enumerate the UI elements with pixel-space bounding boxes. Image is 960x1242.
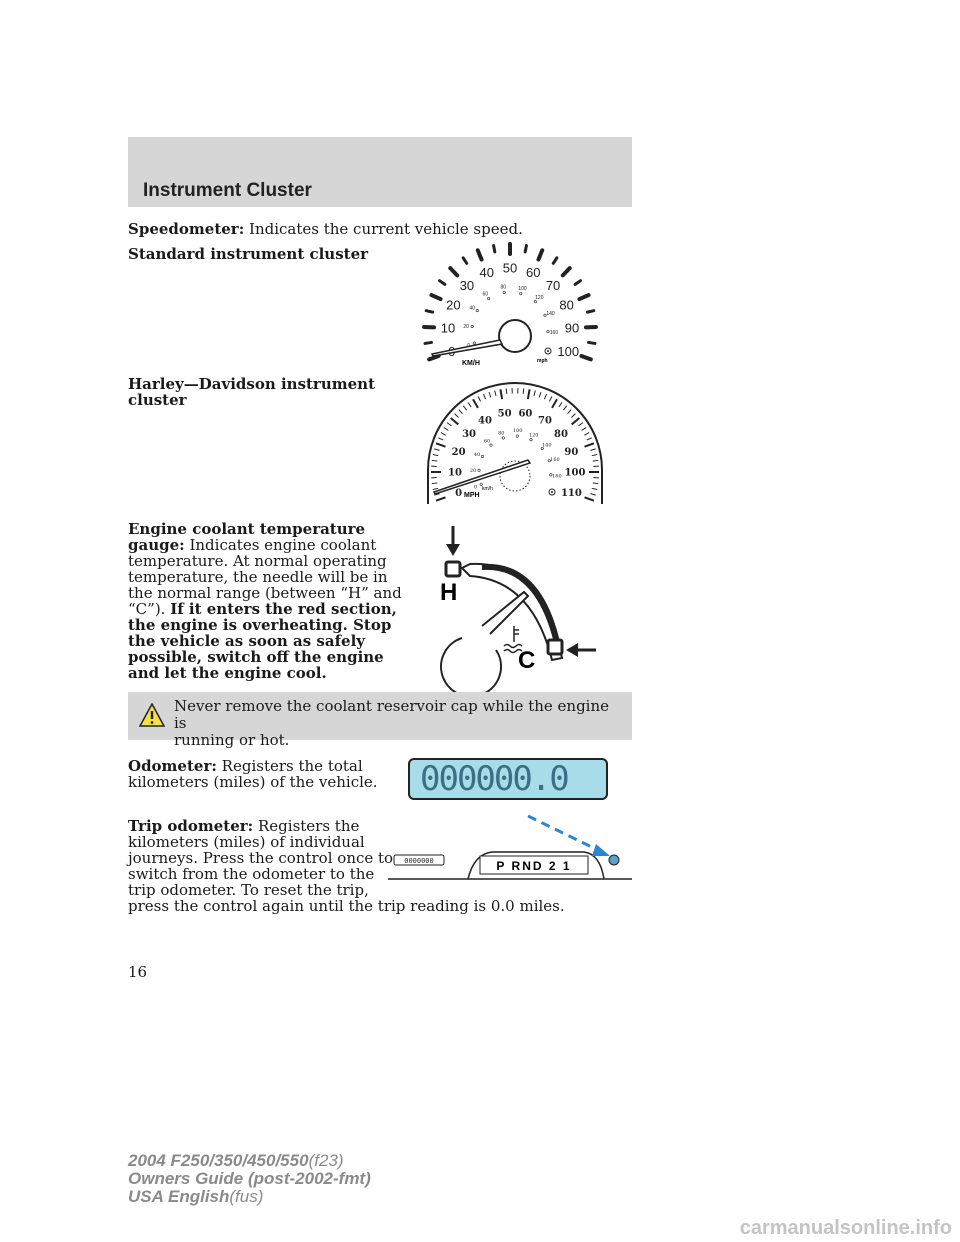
trip-text-6: press the control again until the trip reading is 0.0 miles.	[128, 897, 565, 915]
coolant-bold-2: the vehicle as soon as safely	[128, 632, 365, 650]
small-odometer-digits: 0000000	[404, 857, 434, 865]
warning-triangle-icon	[139, 703, 165, 727]
kmh-tick-label: 20	[463, 323, 469, 330]
trip-odometer-illustration	[388, 812, 632, 890]
coolant-line-5	[128, 601, 397, 617]
kmh-tick-label: 120	[535, 295, 544, 302]
major-tick	[581, 356, 590, 359]
footer-code: (f23)	[308, 1151, 344, 1170]
mph-tick-label: 50	[502, 260, 518, 276]
harley-label-line1: Harley—Davidson instrument	[128, 375, 375, 393]
trip-line1	[128, 818, 359, 834]
needle-hub	[499, 320, 531, 352]
hot-end-marker	[446, 562, 460, 576]
odometer-line1	[128, 758, 363, 774]
warning-line2: running or hot.	[174, 731, 290, 749]
cold-label: C	[518, 647, 536, 674]
kmh-tick-label: 160	[549, 329, 559, 336]
kmh-tick-label: 100	[512, 428, 523, 435]
coolant-bold-1: the engine is overheating. Stop	[128, 616, 392, 634]
major-tick	[450, 268, 457, 275]
mph-tick-label: 10	[440, 320, 456, 336]
mph-unit: mph	[537, 358, 548, 364]
kmh-tick-label: 0	[473, 484, 478, 491]
kmh-tick-label: 140	[541, 442, 552, 449]
kmh-tick-label: 100	[518, 285, 527, 292]
hot-arrow-head	[446, 544, 460, 556]
major-tick	[431, 295, 440, 299]
trip-arrow-line	[528, 816, 602, 852]
kmh-dot	[476, 309, 478, 311]
kmh-dot	[473, 342, 475, 344]
mph-tick-label: 90	[564, 320, 580, 336]
coolant-label-line2: gauge:	[128, 536, 185, 554]
harley-kmh-unit: km/h	[482, 486, 493, 492]
odometer-digits: 000000.0	[420, 759, 568, 799]
minor-tick	[463, 258, 467, 263]
mph-tick-label: 70	[538, 415, 552, 427]
mph-tick-label: 80	[554, 428, 568, 440]
minor-tick	[525, 246, 526, 252]
gauge-hub	[441, 638, 501, 692]
coolant-text-0: Indicates engine coolant	[189, 536, 377, 554]
trip-reset-button	[609, 855, 619, 865]
harley-speedometer-illustration	[420, 380, 610, 506]
harley-label-line2: cluster	[128, 391, 187, 409]
kmh-tick-label: 80	[500, 284, 507, 291]
mph-tick-label: 0	[455, 488, 463, 500]
mph-tick-label: 100	[564, 467, 586, 479]
kmh-dot	[471, 325, 473, 327]
coolant-gauge-illustration	[420, 520, 600, 692]
trip-text-3: journeys. Press the control once to	[128, 849, 394, 867]
trip-text-4: switch from the odometer to the	[128, 865, 375, 883]
major-tick	[563, 268, 570, 275]
minor-tick	[440, 281, 445, 285]
cold-arrow-head	[566, 643, 578, 657]
mph-tick-label: 30	[462, 428, 476, 440]
trip-label: Trip odometer:	[128, 817, 254, 835]
kmh-dot	[487, 297, 489, 299]
trip-arrow-head	[592, 844, 610, 856]
mph-tick-label: 100	[557, 343, 580, 359]
coolant-line-gauge	[128, 537, 376, 553]
warning-line1: Never remove the coolant reservoir cap while the engine is	[174, 697, 609, 732]
major-tick	[579, 295, 588, 299]
coolant-bold-0: If it enters the red section,	[170, 600, 397, 618]
watermark-logo: carmanualsonline.info	[739, 1217, 952, 1239]
trip-text-1: Registers the	[258, 817, 360, 835]
mph-tick-label: 60	[518, 408, 533, 420]
kmh-tick-label: 20	[469, 467, 477, 474]
minor-tick	[553, 258, 557, 263]
footer	[128, 1152, 371, 1206]
kmh-tick-label: 40	[473, 451, 481, 458]
kmh-tick-label: 180	[552, 473, 562, 480]
coolant-text-2: temperature, the needle will be in	[128, 568, 388, 586]
page-title: Instrument Cluster	[143, 180, 312, 201]
coolant-text-3: the normal range (between “H” and	[128, 584, 402, 602]
mph-tick-label: 60	[525, 265, 541, 281]
odometer-display	[408, 758, 608, 800]
kmh-tick-label: 120	[528, 432, 539, 439]
minor-tick	[587, 311, 593, 312]
minor-tick	[494, 246, 495, 252]
minor-tick	[589, 342, 595, 343]
minor-tick	[575, 281, 580, 285]
hot-label: H	[440, 579, 458, 606]
trip-text-2: kilometers (miles) of individual	[128, 833, 365, 851]
coolant-text-1: temperature. At normal operating	[128, 552, 387, 570]
standard-speedometer-illustration	[420, 240, 600, 370]
mph-tick-label: 20	[451, 446, 466, 458]
speedometer-label: Speedometer:	[128, 220, 245, 238]
kmh-dot	[503, 291, 505, 293]
kmh-tick-label: 40	[469, 305, 475, 312]
kmh-tick-label: 80	[498, 430, 505, 437]
kmh-unit: KM/H	[462, 360, 480, 367]
kmh-tick-label: 60	[482, 291, 489, 298]
speedometer-paragraph	[128, 221, 523, 237]
mph-tick-label: 20	[446, 297, 461, 313]
mph-tick-label: 40	[479, 265, 495, 281]
mph-tick-label: 10	[448, 467, 462, 479]
page-number: 16	[128, 963, 148, 981]
mph-tick-label: 110	[560, 488, 582, 500]
major-tick	[478, 250, 482, 259]
kmh-tick-label: 60	[483, 438, 491, 445]
footer-model: 2004 F250/350/450/550	[128, 1151, 309, 1170]
minor-tick	[523, 388, 524, 393]
coolant-bold-3: possible, switch off the engine	[128, 648, 384, 666]
minor-tick	[426, 311, 432, 312]
minor-tick	[425, 342, 431, 343]
coolant-bold-4: and let the engine cool.	[128, 664, 327, 682]
footer-guide: Owners Guide (post-2002-fmt)	[128, 1169, 371, 1188]
kmh-tick-label: 140	[546, 310, 555, 317]
mph-tick-label: 30	[459, 277, 475, 293]
coolant-text-4: “C”).	[128, 600, 166, 618]
odometer-text-2: kilometers (miles) of the vehicle.	[128, 773, 378, 791]
speedometer-text: Indicates the current vehicle speed.	[249, 220, 523, 238]
kmh-tick-label: 160	[550, 456, 560, 463]
odometer-label: Odometer:	[128, 757, 217, 775]
mph-tick-label: 70	[545, 277, 561, 293]
trip-text-5: trip odometer. To reset the trip,	[128, 881, 369, 899]
footer-lang: USA English	[128, 1187, 230, 1206]
harley-mph-unit: MPH	[464, 492, 480, 499]
mph-tick-label: 90	[564, 446, 579, 458]
major-tick	[538, 250, 542, 259]
temp-needle	[482, 592, 528, 634]
coolant-label-line1: Engine coolant temperature	[128, 520, 366, 538]
mph-tick-label: 50	[497, 408, 512, 420]
prnd-indicator: P RND 2 1	[496, 859, 572, 873]
footer-lang-code: (fus)	[229, 1187, 264, 1206]
kmh-dot	[520, 292, 522, 294]
warning-text	[174, 698, 614, 749]
mph-tick-label: 40	[478, 415, 492, 427]
odometer-text-1: Registers the total	[221, 757, 363, 775]
standard-cluster-label: Standard instrument cluster	[128, 245, 369, 263]
cold-end-marker	[548, 640, 562, 654]
minor-tick	[506, 388, 507, 393]
mph-tick-label: 80	[559, 297, 574, 313]
